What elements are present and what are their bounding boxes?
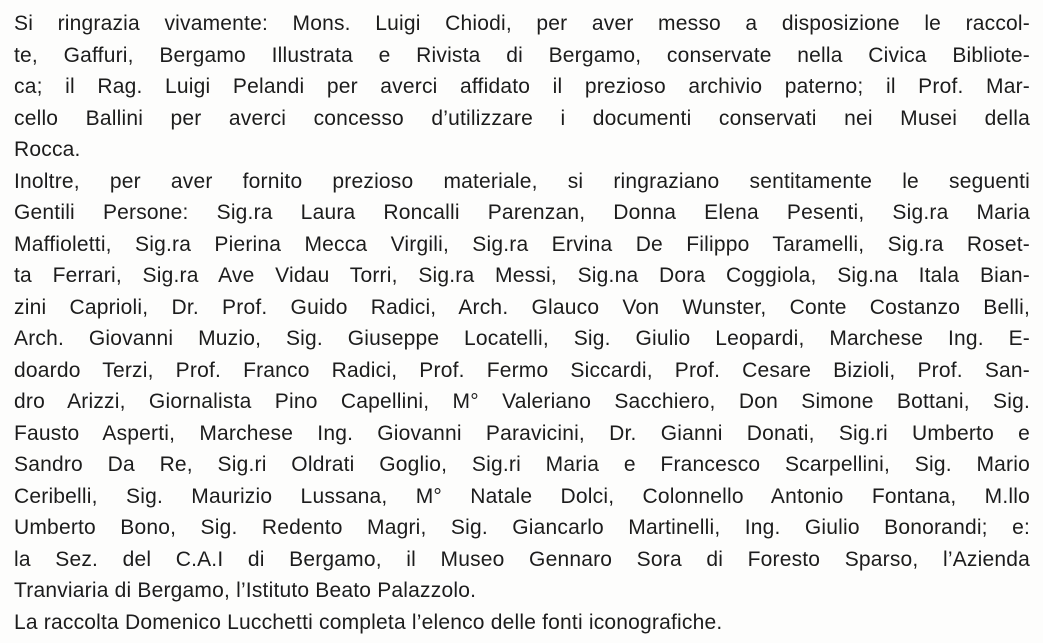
text-line: Fausto Asperti, Marchese Ing. Giovanni Paravicini, Dr. Gianni Donati, Sig.ri Umberto e xyxy=(14,421,1030,445)
text-line: Si ringrazia vivamente: Mons. Luigi Chiodi, per aver messo a disposizione le raccol- xyxy=(14,12,1030,35)
text-line: Arch. Giovanni Muzio, Sig. Giuseppe Locatelli, Sig. Giulio Leopardi, Marchese Ing. E- xyxy=(14,327,1030,350)
text-line: Umberto Bono, Sig. Redento Magri, Sig. Giancarlo Martinelli, Ing. Giulio Bonorandi; e: xyxy=(14,516,1030,539)
paragraph-closing xyxy=(14,607,1030,639)
paragraph-thanks-collections xyxy=(14,8,1030,166)
text-line: Tranviaria di Bergamo, l’Istituto Beato Palazzolo. xyxy=(14,579,477,602)
text-line: Gentili Persone: Sig.ra Laura Roncalli Parenzan, Donna Elena Pesenti, Sig.ra Maria xyxy=(14,201,1030,224)
text-line: ta Ferrari, Sig.ra Ave Vidau Torri, Sig.ra Messi, Sig.na Dora Coggiola, Sig.na Itala Bian- xyxy=(14,264,1030,287)
text-line: Ceribelli, Sig. Maurizio Lussana, M° Natale Dolci, Colonnello Antonio Fontana, M.llo xyxy=(14,484,1030,508)
text-line: ca; il Rag. Luigi Pelandi per averci affidato il prezioso archivio paterno; il Prof. Mar- xyxy=(14,75,1030,98)
acknowledgements-text xyxy=(14,8,1030,638)
paragraph-thanks-persons xyxy=(14,166,1030,607)
text-line: Maffioletti, Sig.ra Pierina Mecca Virgili, Sig.ra Ervina De Filippo Taramelli, Sig.ra Roset- xyxy=(14,232,1030,256)
text-line: Sandro Da Re, Sig.ri Oldrati Goglio, Sig.ri Maria e Francesco Scarpellini, Sig. Mario xyxy=(14,453,1030,476)
text-line: te, Gaffuri, Bergamo Illustrata e Rivista di Bergamo, conservate nella Civica Bibliote- xyxy=(14,43,1030,67)
text-line: doardo Terzi, Prof. Franco Radici, Prof. Fermo Siccardi, Prof. Cesare Bizioli, Prof. San- xyxy=(14,358,1030,382)
text-line: zini Caprioli, Dr. Prof. Guido Radici, Arch. Glauco Von Wunster, Conte Costanzo Belli, xyxy=(14,295,1030,319)
text-line: dro Arizzi, Giornalista Pino Capellini, M° Valeriano Sacchiero, Don Simone Bottani, Sig. xyxy=(14,390,1030,413)
text-line: La raccolta Domenico Lucchetti completa l’elenco delle fonti iconografiche. xyxy=(14,610,723,634)
text-line: la Sez. del C.A.I di Bergamo, il Museo Gennaro Sora di Foresto Sparso, l’Azienda xyxy=(14,547,1030,571)
text-line: cello Ballini per averci concesso d’utilizzare i documenti conservati nei Musei della xyxy=(14,106,1030,130)
text-line: Inoltre, per aver fornito prezioso materiale, si ringraziano sentitamente le seguenti xyxy=(14,169,1030,193)
text-line: Rocca. xyxy=(14,138,81,161)
